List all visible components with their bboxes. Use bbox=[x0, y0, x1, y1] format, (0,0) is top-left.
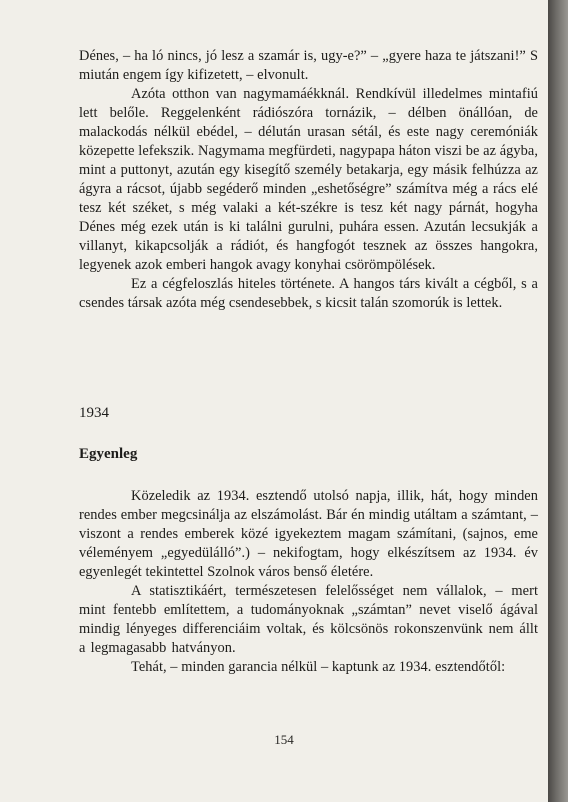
text-section-1 bbox=[79, 47, 538, 313]
paragraph: A statisztikáért, természetesen felelősséget nem vállalok, – mert mint fentebb említettem, a tudományoknak „számtan” nevet viselő ágával mindig lényeges differenciáim voltak, és kölcsönös rokonszenvünk nem állt a legmagasabb hatványon. bbox=[79, 583, 538, 656]
paragraph-continuation: Dénes, – ha ló nincs, jó lesz a szamár is, ugy-e?” – „gyere haza te játszani!” S miután engem így kifizetett, – elvonult. bbox=[79, 48, 538, 83]
section-year: 1934 bbox=[79, 405, 109, 421]
text-section-2 bbox=[79, 487, 538, 677]
section-heading: Egyenleg bbox=[79, 446, 138, 462]
paragraph: Azóta otthon van nagymamáékknál. Rendkívül illedelmes mintafiú lett belőle. Reggelenként rádiószóra tornázik, – délben önállóan, de malackodás nélkül ebédel, – délután urasan sétál, és este nagy ceremóniák közepette lefekszik. Nagymama megfürdeti, nagypapa háton viszi be az ágyba, mint a puttonyt, azután egy kisegítő személy betakarja, egy másik felhúzza az ágyra a rácsot, újabb segéderő minden „eshetőségre” számítva még a rács elé tesz két széket, s még valaki a két-székre is tesz két nagy párnát, hogyha Dénes még ezek után is ki találni gurulni, puhára essen. Azután lecsukják a villanyt, kikapcsolják a rádiót, és hangfogót tesznek az összes hangokra, legyenek azok emberi hangok avagy konyhai csörömpölések. bbox=[79, 86, 538, 273]
paragraph: Tehát, – minden garancia nélkül – kaptunk az 1934. esztendőtől: bbox=[131, 659, 506, 675]
paragraph: Közeledik az 1934. esztendő utolsó napja, illik, hát, hogy minden rendes ember megcsinálja az elszámolást. Bár én mindig utáltam a számtant, – viszont a rendes emberek közé igyekeztem magam számítani, (sajnos, eme véleményem „egyedülálló”.) – nekifogtam, hogy elkészítsem az 1934. év egyenlegét tekintettel Szolnok város benső életére. bbox=[79, 488, 538, 580]
paragraph: Ez a cégfeloszlás hiteles története. A hangos társ kivált a cégből, s a csendes társak azóta még csendesebbek, s kicsit talán szomorúk is lettek. bbox=[79, 276, 538, 311]
page-number: 154 bbox=[274, 732, 294, 747]
book-spine-edge bbox=[548, 0, 568, 802]
